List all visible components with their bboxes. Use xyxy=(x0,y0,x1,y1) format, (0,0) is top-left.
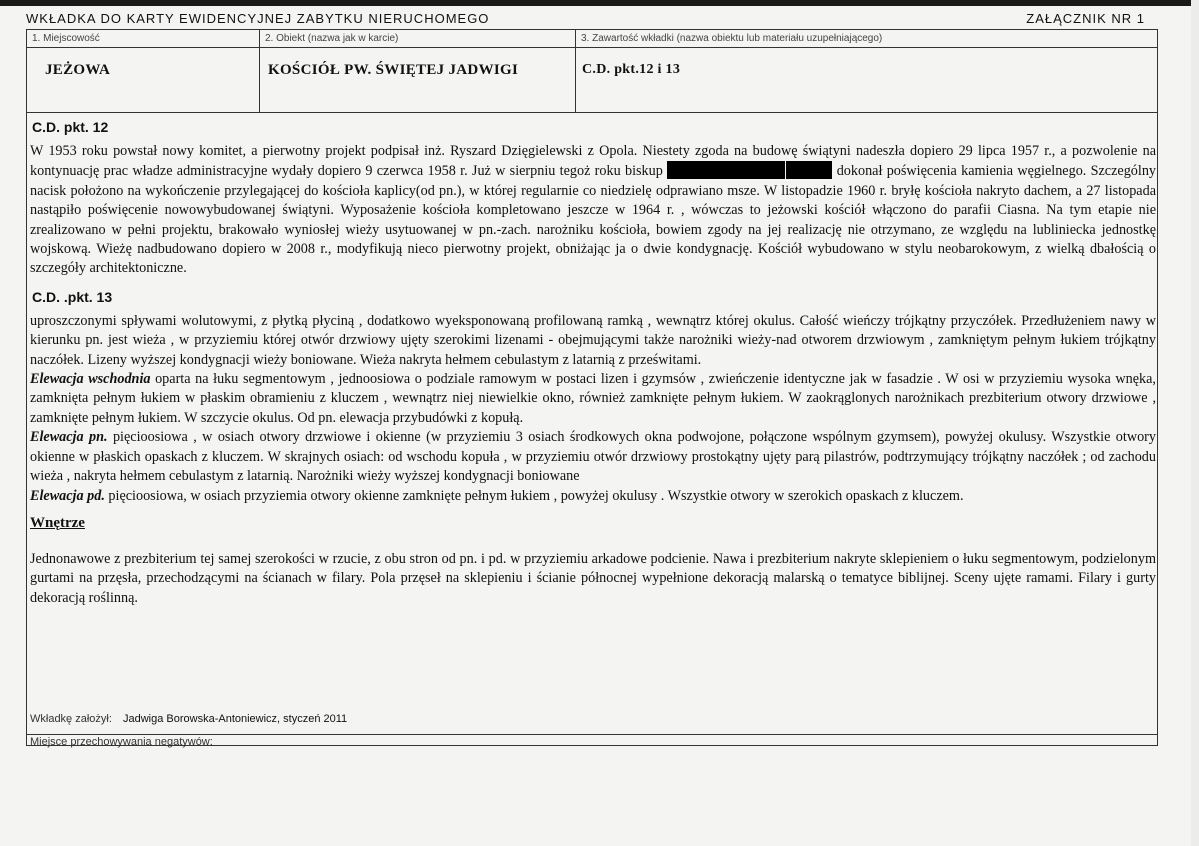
contents-label: 3. Zawartość wkładki (nazwa obiektu lub materiału uzupełniającego) xyxy=(576,30,1157,48)
attachment-number: ZAŁĄCZNIK NR 1 xyxy=(1026,11,1145,26)
east-elevation-label: Elewacja wschodnia xyxy=(30,371,151,388)
interior-text: Jednonawowe z prezbiterium tej samej szerokości w rzucie, z obu stron od pn. i pd. w przyziemiu arkadowe podcienie. Nawa i prezbiterium nakryte sklepieniem o łuku segmentowym, podzielonym gurtami na przęsła, przechodzącymi na ścianach w filary. Pola przęseł na sklepieniu i ścianie północnej wypełnione dekoracją malarską o tematyce biblijnej. Sceny ujęte ramami. Filary i gurty dekoracją roślinną. xyxy=(30,550,1156,606)
scan-top-edge xyxy=(0,0,1199,6)
redaction-box xyxy=(667,161,785,179)
section-12-text-b: dokonał poświęcenia kamienia węgielnego. Szczególny nacisk położono na wykończenie przylegającej do kościoła kaplicy(od pn.), w której regularnie co niedzielę odprawiano msze. W listopadzie 1960 r. bryłę kościoła nakryto dachem, a 27 listopada nastąpiło poświęcenie nowowybudowanej świątyni. Wyposażenie kościoła kompletowano jeszcze w 1964 r. , wówczas to jeżowski kościół włączono do parafii Ciasna. Na tym etapie nie zrealizowano w pełni projektu, brakowało wyniosłej wieży usytuowanej w pn.-zach. narożniku kościoła, bowiem zgody na jej realizację nie otrzymano, ze względu na lubliniecka jednostkę wojskową. Wieżę nadbudowano dopiero w 2008 r., modyfikują nieco pierwotny projekt, obniżając ja o dwie kondygnację. Kościół wybudowano w stylu neobarokowym, z wielką dbałością o szczegóły architektoniczne. xyxy=(30,163,1157,277)
made-by-label: Wkładkę założył: xyxy=(30,713,112,725)
main-content-box xyxy=(26,113,1158,746)
interior-heading: Wnętrze xyxy=(30,514,85,531)
spacer xyxy=(30,279,1156,288)
divider xyxy=(27,734,1157,735)
spacer xyxy=(30,506,1156,515)
section-12-text-a: W 1953 roku powstał nowy komitet, a pierwotny projekt podpisał inż. Ryszard Dzięgielewski z Opola. Niestety zgoda na budowę świątyni nadeszła dopiero 29 lipca 1957 r., a pozwolenie na kontynuację prac władze administracyjne wydały dopiero 9 czerwca 1958 r. Już w sierpniu tegoż roku biskup xyxy=(30,143,1156,180)
north-elevation-label: Elewacja pn. xyxy=(30,429,108,446)
south-elevation xyxy=(30,487,1156,506)
negatives-location: Miejsce przechowywania negatywów: xyxy=(30,736,213,748)
south-elevation-text: pięcioosiowa, w osiach przyziemia otwory okienne zamknięte pełnym łukiem , powyżej okulusy . Wszystkie otwory w szerokich opaskach z kluczem. xyxy=(104,487,964,504)
section-13-intro: uproszczonymi spływami wolutowymi, z płytką płyciną , dodatkowo wyeksponowaną profilowaną ramką , wewnątrz której okulus. Całość wieńczy trójkątny przyczółek. Przedłużeniem nawy w kierunku pn. jest wieża , w przyziemiu której otwór drzwiowy ujęty szerokimi lizenami - obejmującymi także narożniki wieży-nad otworem drzwiowym , zamkniętym pełnym łukiem trójkątny naczółek. Lizeny wyższej kondygnacji wieży boniowane. Wieża nakryta hełmem cebulastym z latarnią z prześwitami. xyxy=(30,312,1156,368)
redaction-box xyxy=(786,161,832,179)
north-elevation-text: pięcioosiowa , w osiach otwory drzwiowe i okienne (w przyziemiu 3 osiach środkowych okna podwojone, połączone wspólnym gzymsem), powyżej okulusy. Wszystkie otwory okienne w płaskich opaskach z kluczem. W skrajnych osiach: od wschodu kopuła , w przyziemiu otwór drzwiowy prostokątny ujęty parą pilastrów, podtrzymujący trójkątny naczółek ; od zachodu wieża , nakryta hełmem cebulastym z latarnią. Narożniki wieży wyższej kondygnacji boniowane xyxy=(30,429,1156,485)
section-13-heading: C.D. .pkt. 13 xyxy=(32,288,113,305)
east-elevation-text: oparta na łuku segmentowym , jednoosiowa o podziale ramowym w postaci lizen i gzymsów , zwieńczenie identyczne jak w fasadzie . W osi w przyziemiu wysoka wnęka, zamknięta pełnym łukiem w płaskim obramieniu z kluczem , wewnątrz niej niewielkie okno, również zamknięte pełnym łukiem. W zaokrąglonych narożnikach prezbiterium otwory drzwiowe , zamknięte pełnym łukiem. W szczycie okulus. Od pn. elewacja przybudówki z kopułą. xyxy=(30,371,1156,426)
object-label: 2. Obiekt (nazwa jak w karcie) xyxy=(260,30,575,48)
location-value: JEŻOWA xyxy=(45,62,111,78)
header-cell-contents xyxy=(576,30,1157,112)
header-table xyxy=(26,29,1158,113)
made-by-value: Jadwiga Borowska-Antoniewicz, styczeń 2011 xyxy=(122,713,348,725)
header-cell-object xyxy=(260,30,576,112)
north-elevation xyxy=(30,428,1156,486)
spacer xyxy=(30,532,1156,550)
object-value: KOŚCIÓŁ PW. ŚWIĘTEJ JADWIGI xyxy=(268,62,519,78)
contents-value: C.D. pkt.12 i 13 xyxy=(582,62,681,77)
section-12-text xyxy=(30,142,1156,279)
scan-right-edge xyxy=(1191,0,1199,846)
east-elevation xyxy=(30,370,1156,428)
made-by xyxy=(30,713,347,725)
south-elevation-label: Elewacja pd. xyxy=(30,487,105,504)
location-label: 1. Miejscowość xyxy=(27,30,259,48)
form-title: WKŁADKA DO KARTY EWIDENCYJNEJ ZABYTKU NIERUCHOMEGO xyxy=(26,11,490,26)
section-12-heading: C.D. pkt. 12 xyxy=(32,119,109,135)
content-body xyxy=(30,118,1156,608)
header-cell-location xyxy=(27,30,260,112)
